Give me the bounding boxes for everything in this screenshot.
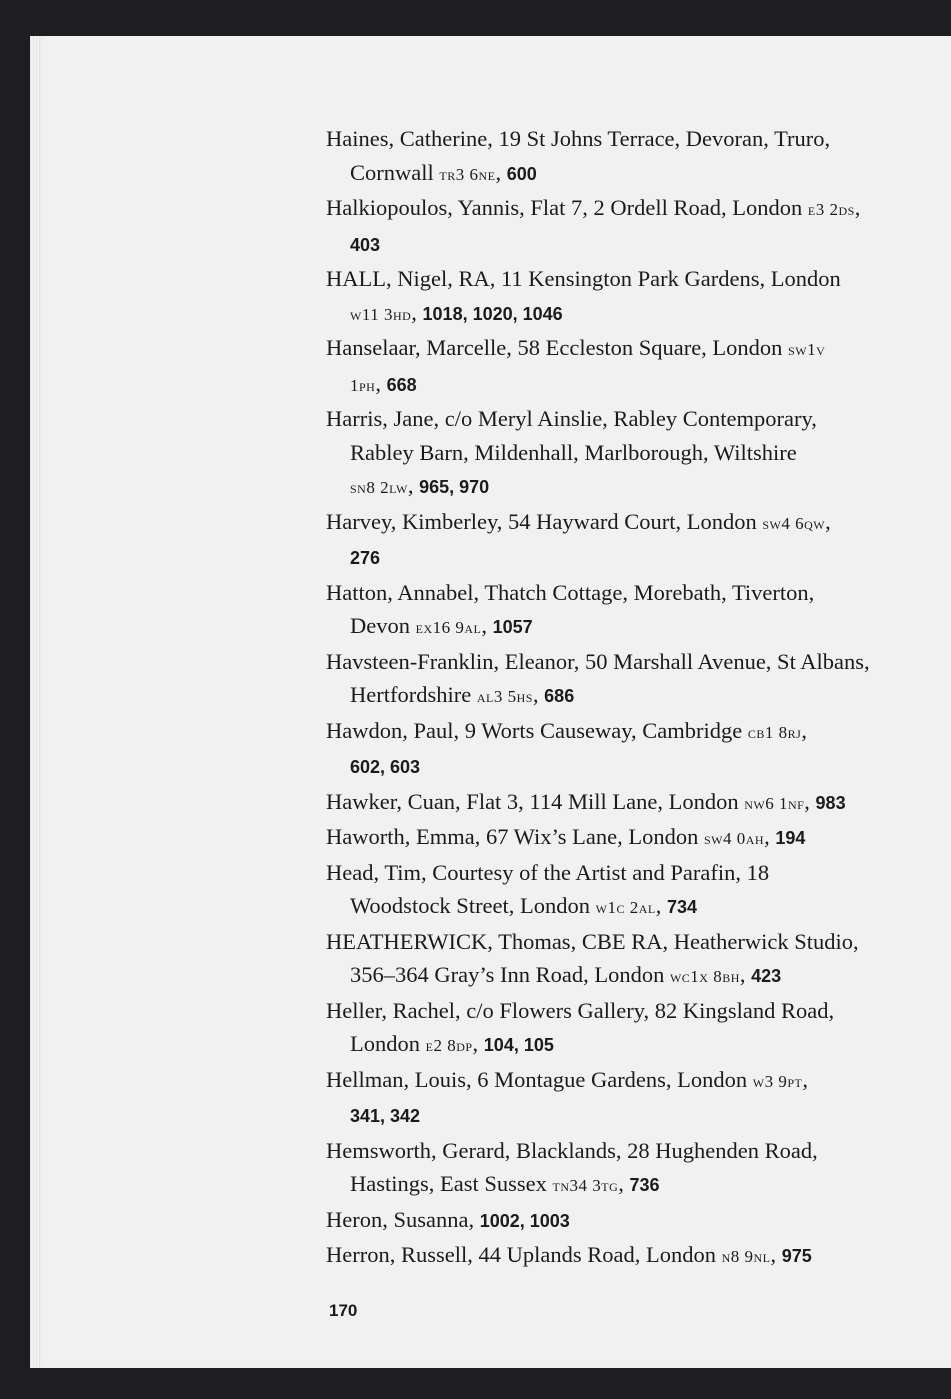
index-entry: Harvey, Kimberley, 54 Hayward Court, London sw4 6qw, 276 <box>326 508 831 568</box>
entry-postcode: nw6 1nf <box>744 793 805 813</box>
entry-text: Heller, Rachel, c/o Flowers Gallery, 82 Kingsland Road, London <box>326 997 835 1056</box>
entry-text: Hawker, Cuan, Flat 3, 114 Mill Lane, London <box>326 788 745 814</box>
entry-postcode: al3 5hs <box>476 687 533 706</box>
entry-text: Heron, Susanna, <box>326 1206 480 1232</box>
entry-page-refs: 194 <box>775 828 806 848</box>
entry-page-refs: 983 <box>815 792 846 813</box>
index-entry-list <box>326 122 926 1274</box>
entry-page-refs: 736 <box>629 1175 660 1195</box>
entry-text: Haworth, Emma, 67 Wix’s Lane, London <box>326 824 704 849</box>
entry-text: Head, Tim, Courtesy of the Artist and Parafin, 18 Woodstock Street, London <box>326 859 770 918</box>
index-entry: Haines, Catherine, 19 St Johns Terrace, Devoran, Truro, Cornwall tr3 6ne, 600 <box>326 126 831 185</box>
index-entry: Hawdon, Paul, 9 Worts Causeway, Cambridge cb1 8rj, 602, 603 <box>326 717 807 777</box>
entry-text: Harvey, Kimberley, 54 Hayward Court, London <box>326 508 763 534</box>
entry-text: Harris, Jane, c/o Meryl Ainslie, Rabley Contemporary, Rabley Barn, Mildenhall, Marlborough, Wiltshire <box>326 406 817 465</box>
entry-postcode: cb1 8rj <box>747 722 802 742</box>
entry-postcode: w1c 2al <box>595 898 656 917</box>
entry-page-refs: 104, 105 <box>483 1035 554 1055</box>
index-entry: Head, Tim, Courtesy of the Artist and Parafin, 18 Woodstock Street, London w1c 2al, 734 <box>326 859 770 918</box>
entry-page-refs: 341, 342 <box>350 1106 421 1126</box>
index-entry: Havsteen-Franklin, Eleanor, 50 Marshall Avenue, St Albans, Hertfordshire al3 5hs, 686 <box>326 648 870 707</box>
entry-page-refs: 423 <box>751 966 782 986</box>
entry-text: HEATHERWICK, Thomas, CBE RA, Heatherwick Studio, 356–364 Gray’s Inn Road, London <box>326 928 859 987</box>
entry-postcode: e2 8dp <box>425 1036 473 1055</box>
entry-postcode: e3 2ds <box>807 200 855 219</box>
entry-page-refs: 1002, 1003 <box>479 1210 570 1231</box>
entry-page-refs: 403 <box>350 234 381 255</box>
index-entry: Harris, Jane, c/o Meryl Ainslie, Rabley Contemporary, Rabley Barn, Mildenhall, Marlborough, Wiltshire sn8 2lw, 965, 970 <box>326 406 817 498</box>
entry-postcode: wc1x 8bh <box>669 967 740 986</box>
entry-postcode: tn34 3tg <box>552 1176 619 1195</box>
entry-postcode: ex16 9al <box>415 618 482 637</box>
entry-page-refs: 1018, 1020, 1046 <box>422 303 563 324</box>
entry-page-refs: 965, 970 <box>419 477 490 497</box>
entry-page-refs: 734 <box>666 897 698 917</box>
entry-page-refs: 600 <box>506 163 537 184</box>
page-number: 170 <box>329 1301 358 1320</box>
entry-text: Hellman, Louis, 6 Montague Gardens, London <box>326 1066 753 1092</box>
entry-text: HALL, Nigel, RA, 11 Kensington Park Gardens, London <box>326 266 841 291</box>
entry-postcode: sw4 6qw <box>762 513 826 533</box>
index-entry <box>326 1203 926 1239</box>
entry-text: Hawdon, Paul, 9 Worts Causeway, Cambridge <box>326 717 748 743</box>
entry-text: Herron, Russell, 44 Uplands Road, London <box>326 1242 722 1267</box>
entry-page-refs: 602, 603 <box>350 757 421 777</box>
index-entry: Herron, Russell, 44 Uplands Road, London n8 9nl, 975 <box>326 1242 812 1267</box>
entry-postcode: sw4 0ah <box>704 829 765 848</box>
index-entry: HALL, Nigel, RA, 11 Kensington Park Gardens, London w11 3hd, 1018, 1020, 1046 <box>326 266 841 325</box>
entry-postcode: w3 9pt <box>752 1071 803 1091</box>
index-entry: Halkiopoulos, Yannis, Flat 7, 2 Ordell Road, London e3 2ds, 403 <box>326 195 861 255</box>
entry-postcode: w11 3hd <box>350 304 412 324</box>
index-entry: Hellman, Louis, 6 Montague Gardens, London w3 9pt, 341, 342 <box>326 1066 809 1126</box>
index-entry: HEATHERWICK, Thomas, CBE RA, Heatherwick Studio, 356–364 Gray’s Inn Road, London wc1x 8bh, 423 <box>326 928 859 987</box>
entry-page-refs: 1057 <box>492 617 533 637</box>
entry-postcode: sn8 2lw <box>350 478 408 497</box>
entry-postcode: sw1v 1ph <box>350 340 826 395</box>
entry-page-refs: 276 <box>350 548 381 568</box>
entry-postcode: tr3 6ne <box>439 164 496 184</box>
index-entry: Hemsworth, Gerard, Blacklands, 28 Hughenden Road, Hastings, East Sussex tn34 3tg, 736 <box>326 1137 818 1196</box>
index-entry: Hanselaar, Marcelle, 58 Eccleston Square, London sw1v 1ph, 668 <box>326 335 826 396</box>
entry-postcode: n8 9nl <box>721 1247 771 1266</box>
entry-page-refs: 668 <box>386 374 417 395</box>
entry-text: Havsteen-Franklin, Eleanor, 50 Marshall Avenue, St Albans, Hertfordshire <box>326 648 870 707</box>
page-edges <box>30 36 40 1368</box>
index-entry: Heller, Rachel, c/o Flowers Gallery, 82 Kingsland Road, London e2 8dp, 104, 105 <box>326 997 835 1056</box>
entry-text: Halkiopoulos, Yannis, Flat 7, 2 Ordell Road, London <box>326 195 808 220</box>
index-entry: Haworth, Emma, 67 Wix’s Lane, London sw4 0ah, 194 <box>326 824 806 849</box>
entry-text: Hemsworth, Gerard, Blacklands, 28 Hughenden Road, Hastings, East Sussex <box>326 1137 818 1196</box>
entry-page-refs: 686 <box>544 686 575 706</box>
entry-text: Hatton, Annabel, Thatch Cottage, Morebath, Tiverton, Devon <box>326 579 815 638</box>
entry-text: Haines, Catherine, 19 St Johns Terrace, Devoran, Truro, Cornwall <box>326 126 831 185</box>
entry-text: Hanselaar, Marcelle, 58 Eccleston Square, London <box>326 335 789 360</box>
index-entry: Hawker, Cuan, Flat 3, 114 Mill Lane, London nw6 1nf, 983 <box>326 788 846 814</box>
entry-page-refs: 975 <box>781 1246 812 1266</box>
index-entry: Hatton, Annabel, Thatch Cottage, Morebath, Tiverton, Devon ex16 9al, 1057 <box>326 579 815 638</box>
